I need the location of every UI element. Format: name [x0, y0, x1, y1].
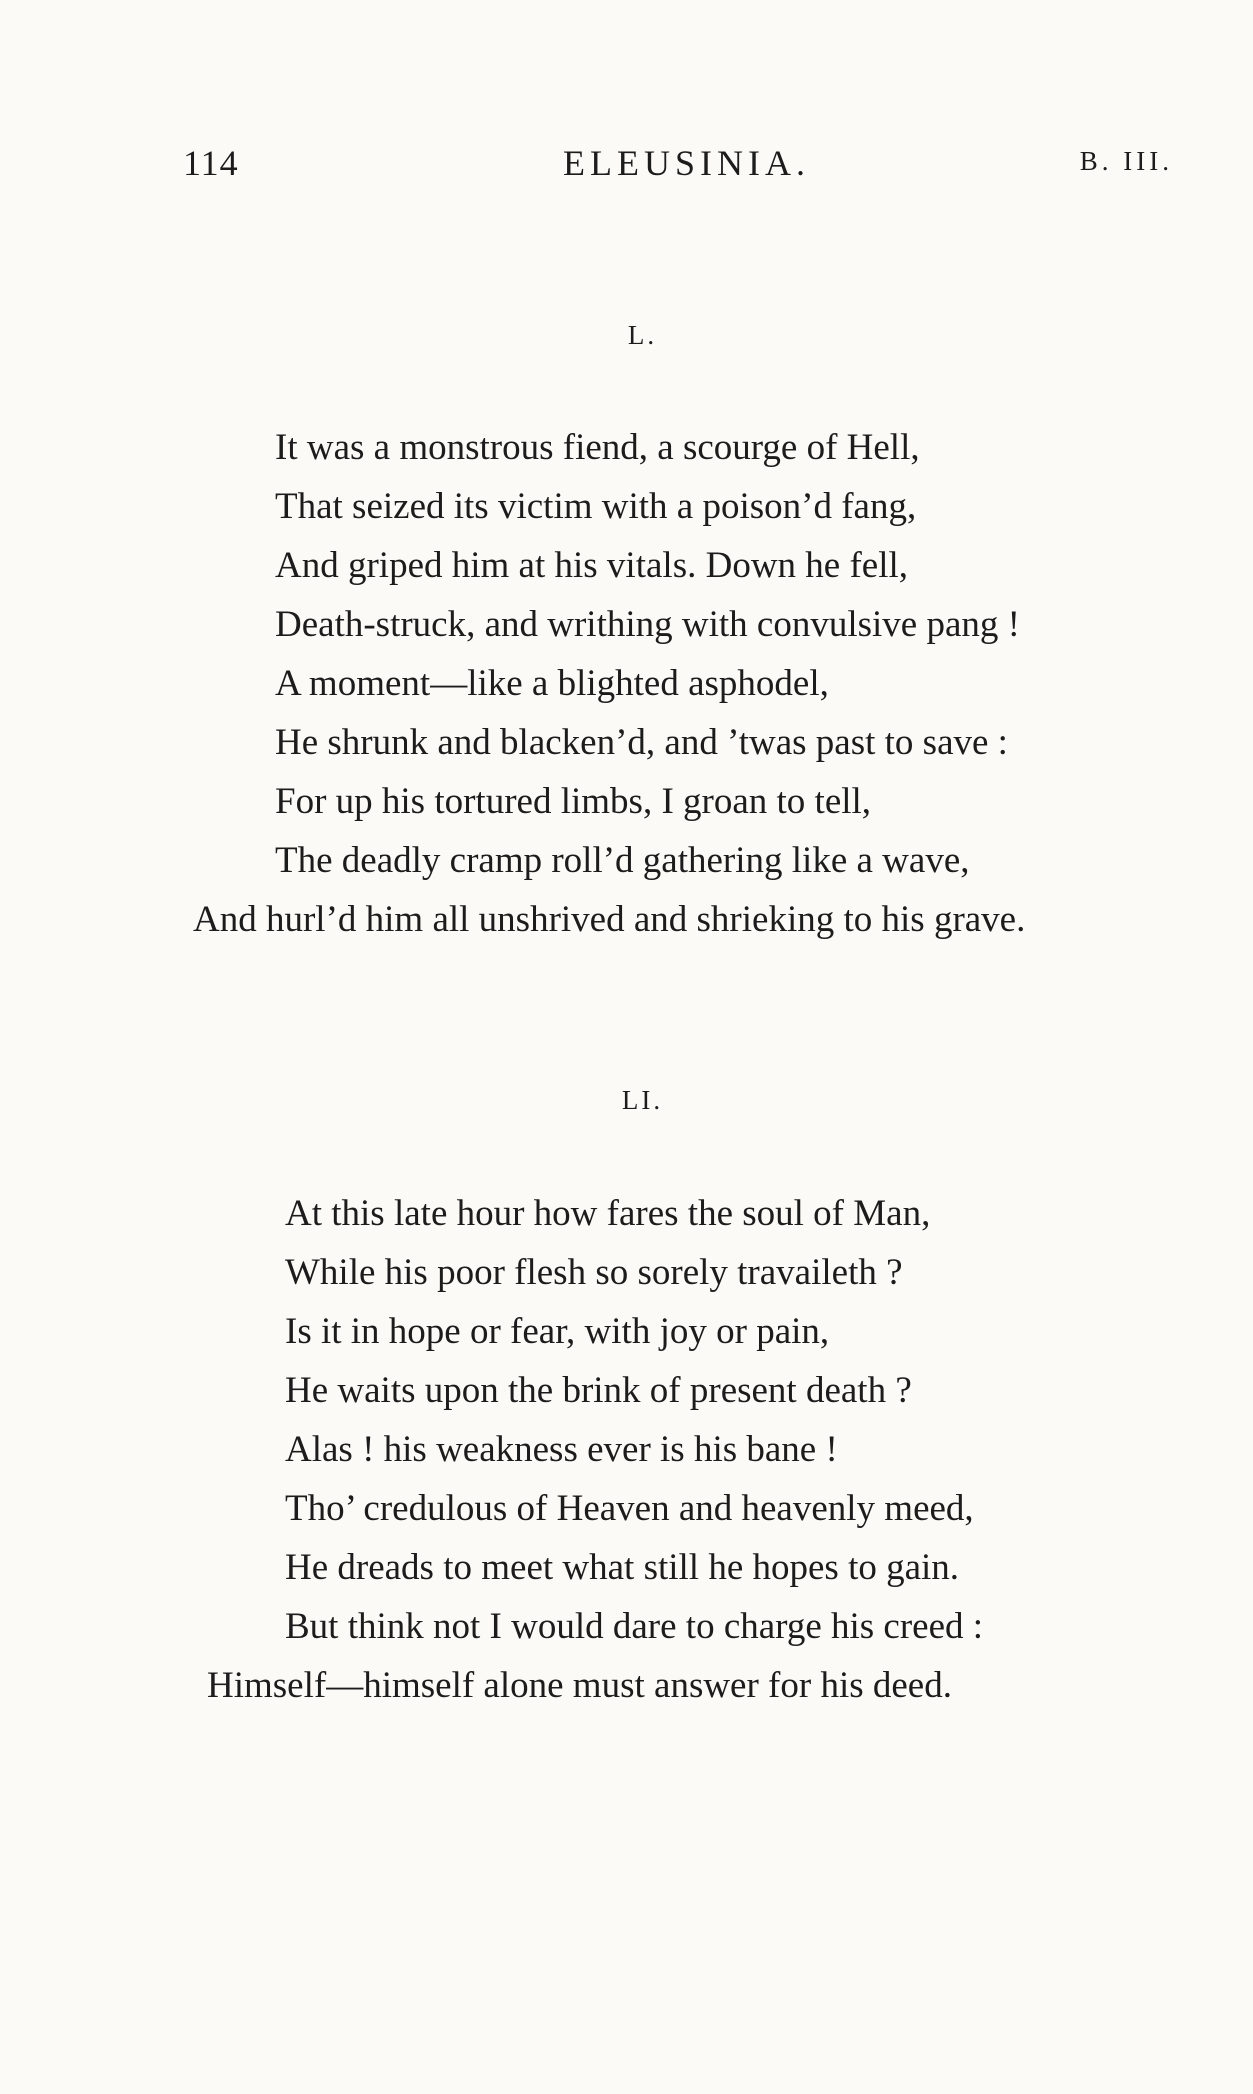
running-title: ELEUSINIA.	[563, 143, 810, 183]
verse-line: Is it in hope or fear, with joy or pain,	[285, 1311, 830, 1352]
book-reference: B. III.	[1079, 146, 1173, 176]
stanza-number: LI.	[621, 1085, 664, 1115]
verse-line: Alas ! his weakness ever is his bane !	[285, 1429, 838, 1470]
verse-line: And hurl’d him all unshrived and shrieking to his grave.	[193, 899, 1026, 940]
verse-line: A moment—like a blighted asphodel,	[275, 663, 829, 704]
verse-line: But think not I would dare to charge his creed :	[285, 1606, 984, 1647]
verse-line: And griped him at his vitals. Down he fell,	[275, 545, 909, 586]
running-head	[183, 142, 1173, 186]
page-number: 114	[183, 143, 239, 183]
verse-line: At this late hour how fares the soul of Man,	[285, 1193, 931, 1234]
verse-line: While his poor flesh so sorely travaileth ?	[285, 1252, 903, 1293]
verse-line: Tho’ credulous of Heaven and heavenly meed,	[285, 1488, 974, 1529]
verse-line: For up his tortured limbs, I groan to tell,	[275, 781, 872, 822]
stanza-number: L.	[627, 320, 658, 350]
verse-line: He shrunk and blacken’d, and ’twas past to save :	[275, 722, 1008, 763]
verse-line: It was a monstrous fiend, a scourge of Hell,	[275, 427, 920, 468]
verse-line: He waits upon the brink of present death ?	[285, 1370, 912, 1411]
verse-line: That seized its victim with a poison’d fang,	[275, 486, 917, 527]
verse-line: He dreads to meet what still he hopes to gain.	[285, 1547, 960, 1588]
verse-line: Death-struck, and writhing with convulsive pang !	[275, 604, 1020, 645]
verse-line: Himself—himself alone must answer for his deed.	[207, 1665, 952, 1706]
verse-line: The deadly cramp roll’d gathering like a wave,	[275, 840, 970, 881]
